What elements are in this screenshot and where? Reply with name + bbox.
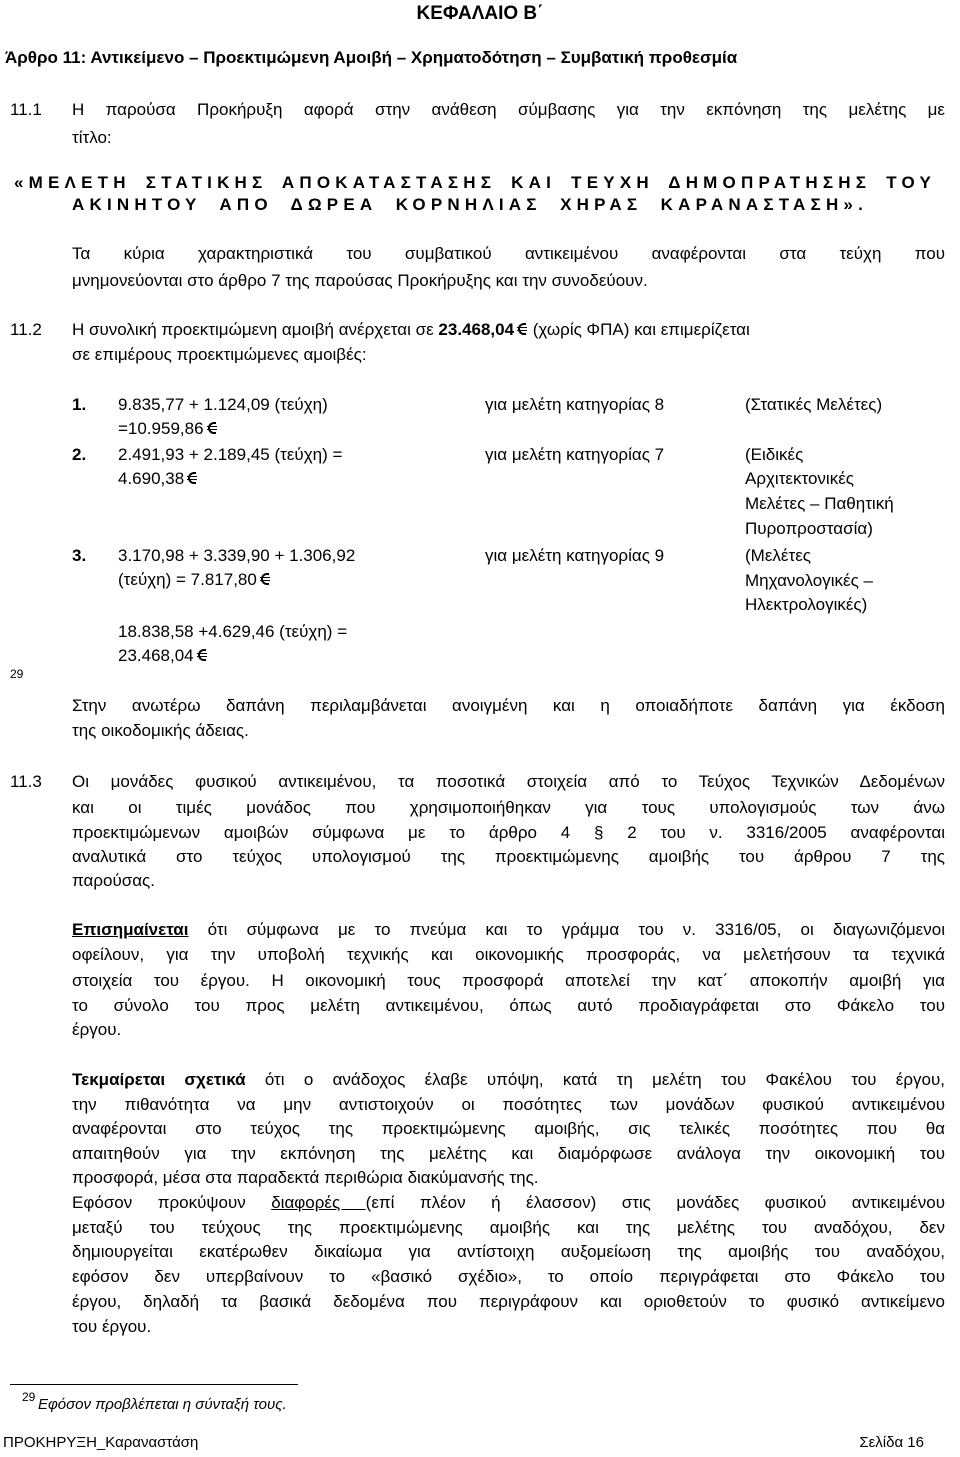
fee-row-1-calc1: 9.835,77 + 1.124,09 (τεύχη) xyxy=(118,395,328,414)
differences-underlined: διαφορές xyxy=(271,1193,366,1212)
section-11-2-line1 xyxy=(72,319,750,341)
section-number-11-2: 11.2 xyxy=(10,320,42,339)
section-11-3-line4: αναλυτικά στο τεύχος υπολογισμού της προεκτιμώμενης αμοιβής του άρθρου 7 της xyxy=(72,847,945,866)
fee-row-3-type-3: Ηλεκτρολογικές) xyxy=(745,595,868,614)
differences-paragraph-line1: Εφόσον προκύψουν διαφορές (επί πλέον ή έλασσον) στις μονάδες φυσικού αντικειμένου xyxy=(72,1193,945,1212)
differences-paragraph-line3: δημιουργείται εκατέρωθεν δικαίωμα για αντίστοιχη αυξομείωση της αμοιβής του αναδόχου, xyxy=(72,1242,945,1261)
footnote-divider xyxy=(10,1384,298,1385)
fee-row-3-calc1: 3.170,98 + 3.339,90 + 1.306,92 xyxy=(118,546,356,565)
footer-document-name: ΠΡΟΚΗΡΥΞΗ_Καραναστάση xyxy=(3,1434,199,1451)
presumption-keyword: Τεκμαίρεται σχετικά xyxy=(72,1070,246,1089)
section-11-2-line2: σε επιμέρους προεκτιμώμενες αμοιβές: xyxy=(72,345,367,364)
article-title: Άρθρο 11: Αντικείμενο – Προεκτιμώμενη Αμοιβή – Χρηματοδότηση – Συμβατική προθεσμία xyxy=(5,48,738,67)
section-11-1-line1: Η παρούσα Προκήρυξη αφορά στην ανάθεση σύμβασης για την εκπόνηση της μελέτης με xyxy=(72,100,945,119)
euro-icon xyxy=(197,648,208,662)
section-number-11-3: 11.3 xyxy=(10,772,42,791)
fee-total-line2: 23.468,04 xyxy=(118,645,208,667)
chapter-title: ΚΕΦΑΛΑΙΟ Β΄ xyxy=(416,3,544,24)
footer-page-number: Σελίδα 16 xyxy=(859,1434,924,1451)
footnote-text: Εφόσον προβλέπεται η σύνταξή τους. xyxy=(38,1396,287,1413)
fee-row-2-type-2: Αρχιτεκτονικές xyxy=(745,469,854,488)
presumption-paragraph-line2: την πιθανότητα να μην αντιστοιχούν οι ποσότητες των μονάδων φυσικού αντικειμένου xyxy=(72,1095,945,1114)
euro-icon xyxy=(517,322,528,336)
study-title-line2: ΑΚΙΝΗΤΟΥ ΑΠΟ ΔΩΡΕΑ ΚΟΡΝΗΛΙΑΣ ΧΗΡΑΣ ΚΑΡΑΝΑΣΤΑΣΗ». xyxy=(72,195,868,214)
section-11-3-line3: προεκτιμώμενων αμοιβών σύμφωνα με το άρθρο 4 § 2 του ν. 3316/2005 αναφέρονται xyxy=(72,823,945,842)
section-11-1-line2: τίτλο: xyxy=(72,128,112,147)
fee-row-2-category: για μελέτη κατηγορίας 7 xyxy=(485,445,665,464)
notice-keyword: Επισημαίνεται xyxy=(72,920,189,939)
fee-row-1-calc2: =10.959,86 xyxy=(118,418,218,440)
presumption-paragraph-line5: προσφορά, μέσα στα παραδεκτά περιθώρια διακύμανσής της. xyxy=(72,1168,539,1187)
section-11-1-para-line1: Τα κύρια χαρακτηριστικά του συμβατικού αντικειμένου αναφέρονται στα τεύχη που xyxy=(72,244,945,263)
fee-row-3-type-1: (Μελέτες xyxy=(745,546,811,565)
fee-row-1-category: για μελέτη κατηγορίας 8 xyxy=(485,395,665,414)
footnote-reference-marker: 29 xyxy=(10,667,24,681)
fee-row-2-calc2: 4.690,38 xyxy=(118,468,198,490)
differences-paragraph-line4: εφόσον δεν υπερβαίνουν το «βασικό σχέδιο», το οποίο περιγράφεται στο Φάκελο του xyxy=(72,1267,945,1286)
fee-row-2-type-3: Μελέτες – Παθητική xyxy=(745,494,894,513)
footnote-marker: 29 xyxy=(22,1390,36,1404)
differences-paragraph-line5: έργου, δηλαδή τα βασικά δεδομένα που περιγράφουν και οριοθετούν το φυσικό αντικείμενο xyxy=(72,1292,945,1311)
fee-note-line2: της οικοδομικής άδειας. xyxy=(72,721,249,740)
fee-row-1-type: (Στατικές Μελέτες) xyxy=(745,395,883,414)
euro-icon xyxy=(260,572,271,586)
section-11-3-line2: και οι τιμές μονάδος που χρησιμοποιήθηκαν για τους υπολογισμούς των άνω xyxy=(72,798,945,817)
section-11-1-para-line2: μνημονεύονται στο άρθρο 7 της παρούσας Προκήρυξης και την συνοδεύουν. xyxy=(72,271,648,290)
notice-paragraph-line1: Επισημαίνεται ότι σύμφωνα με το πνεύμα και το γράμμα του ν. 3316/05, οι διαγωνιζόμενοι xyxy=(72,920,945,939)
fee-total-line1: 18.838,58 +4.629,46 (τεύχη) = xyxy=(118,622,348,641)
section-number-11-1: 11.1 xyxy=(10,100,42,119)
presumption-paragraph-line3: αναφέρονται στο τεύχος της προεκτιμώμενης αμοιβής, σις τελικές ποσότητες που θα xyxy=(72,1119,945,1138)
total-fee-outro: (χωρίς ΦΠΑ) και επιμερίζεται xyxy=(528,320,750,339)
total-fee-intro: Η συνολική προεκτιμώμενη αμοιβή ανέρχεται σε xyxy=(72,320,439,339)
differences-paragraph-line6: του έργου. xyxy=(72,1317,152,1336)
fee-row-3-type-2: Μηχανολογικές – xyxy=(745,571,873,590)
notice-paragraph-line2: οφείλουν, για την υποβολή τεχνικής και οικονομικής προσφοράς, να μελετήσουν τα τεχνικά xyxy=(72,945,945,964)
euro-icon xyxy=(187,471,198,485)
notice-paragraph-line3: στοιχεία του έργου. Η οικονομική τους προσφορά αποτελεί την κατ΄ αποκοπήν αμοιβή για xyxy=(72,971,945,990)
fee-row-3-calc2: (τεύχη) = 7.817,80 xyxy=(118,569,271,591)
section-11-3-line5: παρούσας. xyxy=(72,871,155,890)
notice-paragraph-line5: έργου. xyxy=(72,1020,122,1039)
notice-paragraph-line4: το σύνολο του προς μελέτη αντικειμένου, όπως αυτό προδιαγράφεται στο Φάκελο του xyxy=(72,996,945,1015)
fee-row-2-type-1: (Ειδικές xyxy=(745,445,804,464)
euro-icon xyxy=(207,421,218,435)
fee-row-1-number: 1. xyxy=(72,395,87,414)
fee-row-3-category: για μελέτη κατηγορίας 9 xyxy=(485,546,665,565)
fee-row-2-number: 2. xyxy=(72,445,87,464)
study-title-line1: «ΜΕΛΕΤΗ ΣΤΑΤΙΚΗΣ ΑΠΟΚΑΤΑΣΤΑΣΗΣ ΚΑΙ ΤΕΥΧΗ ΔΗΜΟΠΡΑΤΗΣΗΣ ΤΟΥ xyxy=(14,173,936,192)
total-fee-amount: 23.468,04 xyxy=(438,320,515,339)
differences-paragraph-line2: μεταξύ του τεύχους της προεκτιμώμενης αμοιβής και της μελέτης του αναδόχου, δεν xyxy=(72,1218,945,1237)
section-11-3-line1: Οι μονάδες φυσικού αντικειμένου, τα ποσοτικά στοιχεία από το Τεύχος Τεχνικών Δεδομένων xyxy=(72,772,945,791)
fee-row-2-type-4: Πυροπροστασία) xyxy=(745,519,873,538)
fee-note-line1: Στην ανωτέρω δαπάνη περιλαμβάνεται ανοιγμένη και η οποιαδήποτε δαπάνη για έκδοση xyxy=(72,696,945,715)
fee-row-3-number: 3. xyxy=(72,546,87,565)
presumption-paragraph-line4: απαιτηθούν για την εκπόνηση της μελέτης και διαμόρφωσε ανάλογα την οικονομική του xyxy=(72,1144,945,1163)
presumption-paragraph-line1: Τεκμαίρεται σχετικά ότι ο ανάδοχος έλαβε υπόψη, κατά τη μελέτη του Φακέλου του έργου, xyxy=(72,1070,945,1089)
fee-row-2-calc1: 2.491,93 + 2.189,45 (τεύχη) = xyxy=(118,445,343,464)
